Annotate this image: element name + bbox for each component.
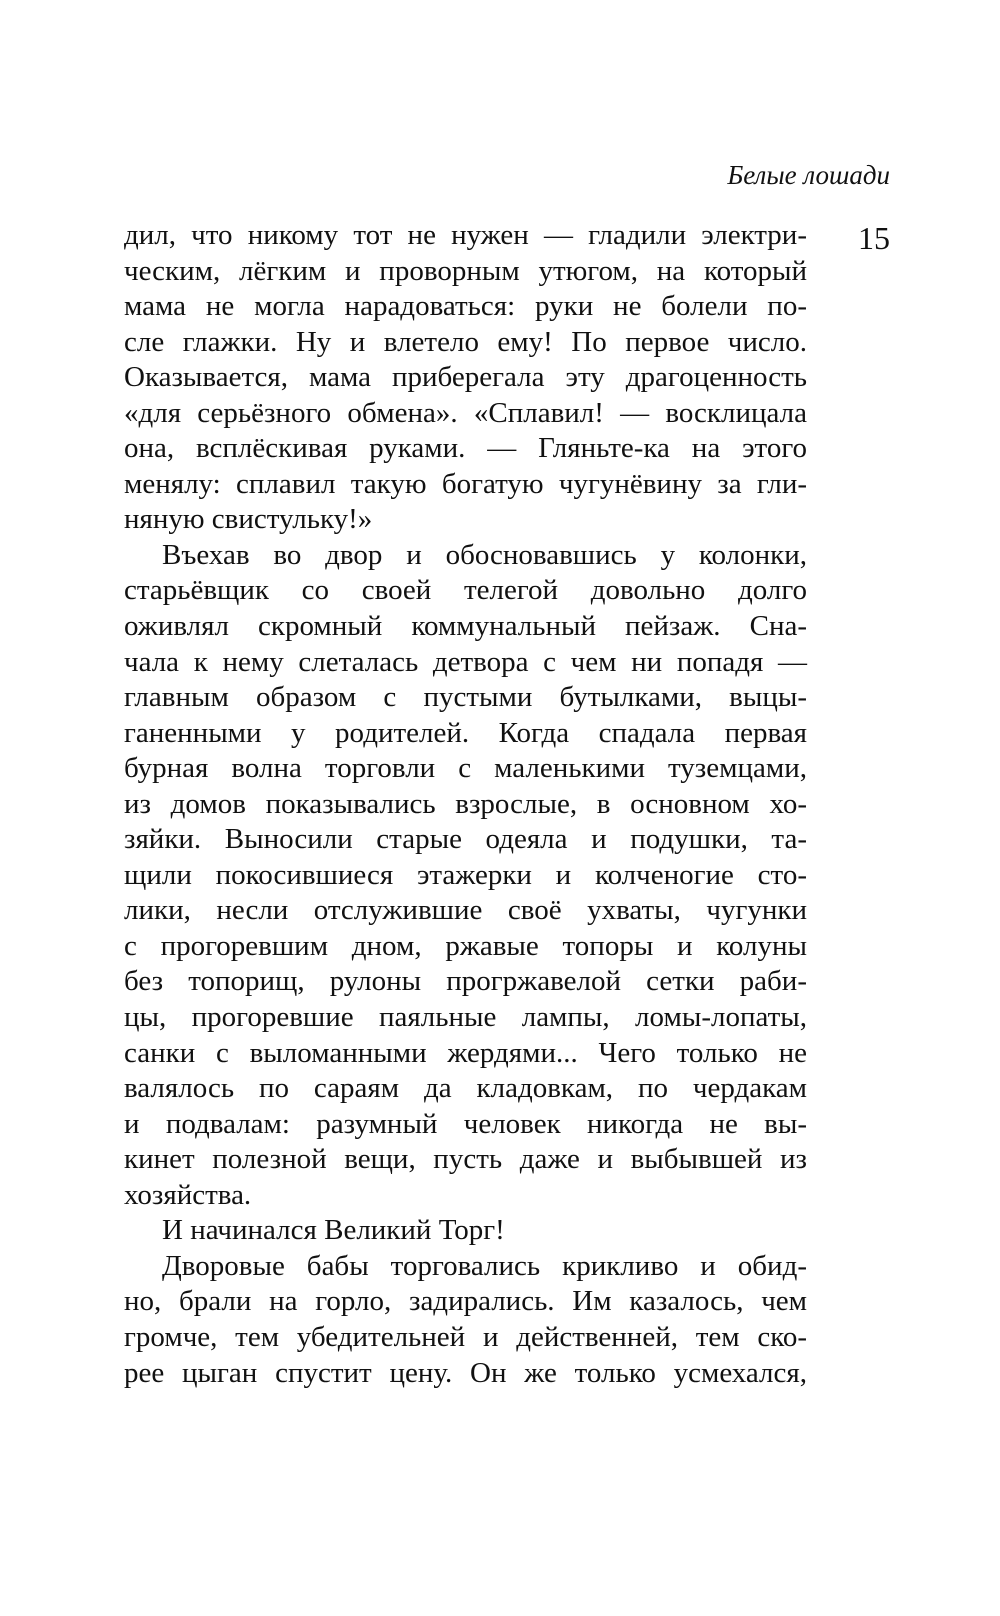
text-line: громче, тем убедительней и действенней, тем ско- <box>124 1320 807 1353</box>
text-line: зяйки. Выносили старые одеяла и подушки, та- <box>124 823 807 856</box>
text-line: ческим, лёгким и проворным утюгом, на который <box>124 254 807 287</box>
text-line: бурная волна торговли с маленькими туземцами, <box>124 752 807 785</box>
text-line: и подвалам: разумный человек никогда не вы- <box>124 1107 807 1140</box>
text-line: хозяйства. <box>124 1178 252 1211</box>
text-line: менялу: сплавил такую богатую чугунёвину за гли- <box>124 467 807 500</box>
text-line: ганенными у родителей. Когда спадала первая <box>124 716 807 749</box>
body-text <box>124 218 807 1391</box>
text-line: лики, несли отслужившие своё ухваты, чугунки <box>124 894 807 927</box>
text-line: старьёвщик со своей телегой довольно долго <box>124 574 807 607</box>
text-line: рее цыган спустит цену. Он же только усмехался, <box>124 1356 807 1389</box>
text-line: санки с выломанными жердями... Чего только не <box>124 1036 807 1069</box>
running-title: Белые лошади <box>727 160 890 190</box>
text-line: Оказывается, мама приберегала эту драгоценность <box>124 361 807 394</box>
text-line: валялось по сараям да кладовкам, по чердакам <box>124 1072 807 1105</box>
text-line: цы, прогоревшие паяльные лампы, ломы-лопаты, <box>124 1001 807 1034</box>
text-line: няную свистульку!» <box>124 503 373 536</box>
text-line: сле глажки. Ну и влетело ему! По первое число. <box>124 325 807 358</box>
text-line: из домов показывались взрослые, в основном хо- <box>124 787 807 820</box>
text-line: без топорищ, рулоны прогржавелой сетки раби- <box>124 965 807 998</box>
text-line: Дворовые бабы торговались крикливо и обид- <box>162 1249 807 1282</box>
text-line: И начинался Великий Торг! <box>162 1214 505 1247</box>
text-line: главным образом с пустыми бутылками, выцы- <box>124 681 807 714</box>
text-line: но, брали на горло, задирались. Им казалось, чем <box>124 1285 807 1318</box>
text-line: оживлял скромный коммунальный пейзаж. Сна- <box>124 610 807 643</box>
text-line: мама не могла нарадоваться: руки не болели по- <box>124 290 807 323</box>
page-number: 15 <box>858 220 890 256</box>
text-line: чала к нему слеталась детвора с чем ни попадя — <box>124 645 807 678</box>
text-line: кинет полезной вещи, пусть даже и выбывшей из <box>124 1143 807 1176</box>
text-line: дил, что никому тот не нужен — гладили электри- <box>124 219 807 251</box>
text-line: «для серьёзного обмена». «Сплавил! — восклицала <box>124 396 807 429</box>
text-line: она, всплёскивая руками. — Гляньте-ка на этого <box>124 432 807 465</box>
text-line: с прогоревшим дном, ржавые топоры и колуны <box>124 929 807 962</box>
text-line: щили покосившиеся этажерки и колченогие сто- <box>124 858 807 891</box>
text-line: Въехав во двор и обосновавшись у колонки, <box>162 538 807 571</box>
